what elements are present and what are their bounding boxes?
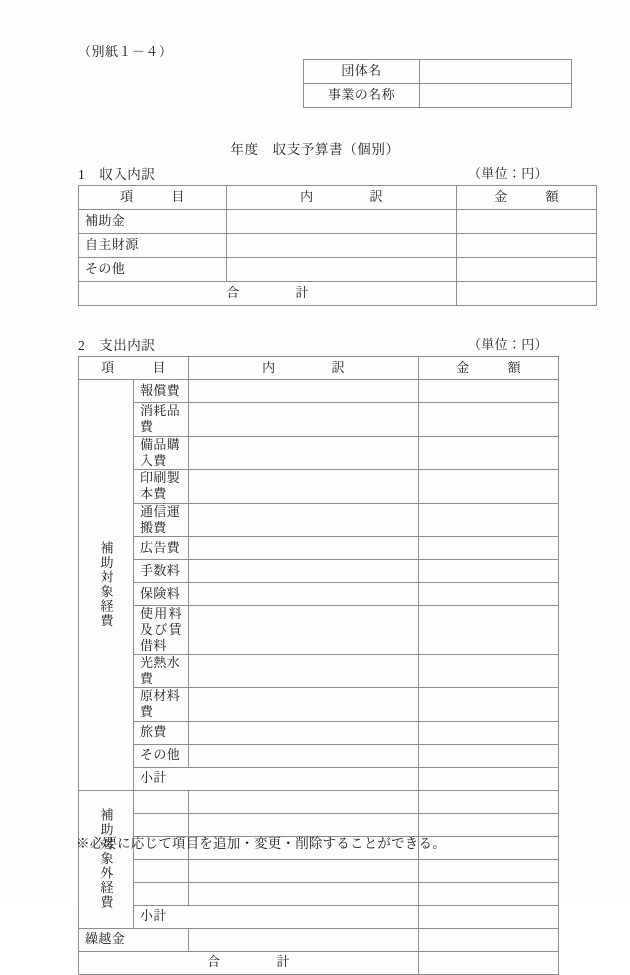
expense-sub-item-label-line2: 借料	[140, 637, 167, 653]
expense-sub-item-amount[interactable]	[419, 380, 559, 403]
expense-blank-item-label[interactable]	[134, 859, 189, 882]
expense-sub-item-label: 旅費	[134, 721, 189, 744]
non-subsidized-expense-group-label: 補助対象外経費	[79, 790, 134, 928]
expense-sub-item-amount[interactable]	[419, 688, 559, 722]
expense-sub-item-detail[interactable]	[189, 537, 419, 560]
expense-sub-item-label: 原材料費	[134, 688, 189, 722]
expense-total-amount[interactable]	[419, 951, 559, 974]
table-subtotal-row	[79, 767, 559, 790]
organization-info-table	[303, 59, 572, 108]
expense-sub-item-label: 報償費	[134, 380, 189, 403]
expense-sub-item-label: 通信運搬費	[134, 503, 189, 537]
organization-name-input[interactable]	[420, 60, 572, 84]
expense-unit-note: （単位：円）	[468, 337, 548, 352]
expense-blank-item-detail[interactable]	[189, 859, 419, 882]
expense-sub-item-detail[interactable]	[189, 403, 419, 437]
table-row	[79, 234, 597, 258]
expense-blank-item-amount[interactable]	[419, 790, 559, 813]
carryover-label: 繰越金	[79, 928, 189, 951]
table-row	[79, 470, 559, 504]
expense-header-item: 項 目	[79, 357, 189, 380]
project-name-label: 事業の名称	[304, 84, 420, 108]
table-row	[79, 859, 559, 882]
table-row	[79, 380, 559, 403]
expense-sub-item-label: 広告費	[134, 537, 189, 560]
carryover-detail[interactable]	[189, 928, 419, 951]
expense-section-number: 2	[78, 338, 86, 353]
expense-header-amount: 金 額	[419, 357, 559, 380]
table-row	[79, 744, 559, 767]
table-total-row	[79, 951, 559, 974]
income-section-number: 1	[78, 167, 86, 182]
expense-sub-item-label-line1: 使用料及び賃	[140, 606, 182, 637]
table-subtotal-row	[79, 905, 559, 928]
non-subsidized-subtotal-label: 小計	[134, 905, 419, 928]
expense-sub-item-detail[interactable]	[189, 560, 419, 583]
expense-sub-item-amount[interactable]	[419, 503, 559, 537]
expense-sub-item-amount[interactable]	[419, 654, 559, 688]
expense-section-label: 支出内訳	[99, 338, 156, 353]
subsidized-expense-group-label: 補助対象経費	[79, 380, 134, 791]
expense-sub-item-amount[interactable]	[419, 470, 559, 504]
expense-sub-item-detail[interactable]	[189, 688, 419, 722]
expense-sub-item-amount[interactable]	[419, 721, 559, 744]
table-row	[304, 84, 572, 108]
income-item-ownfunds-label: 自主財源	[79, 234, 227, 258]
expense-sub-item-label: 光熱水費	[134, 654, 189, 688]
table-total-row	[79, 282, 597, 306]
table-row	[79, 258, 597, 282]
income-item-other-amount[interactable]	[457, 258, 597, 282]
expense-sub-item-detail[interactable]	[189, 380, 419, 403]
expense-section-heading	[78, 334, 155, 354]
expense-blank-item-label[interactable]	[134, 882, 189, 905]
table-row	[79, 790, 559, 813]
expense-sub-item-label: 消耗品費	[134, 403, 189, 437]
expense-sub-item-label: 備品購入費	[134, 436, 189, 470]
table-row	[79, 654, 559, 688]
expense-sub-item-label	[134, 606, 189, 655]
table-row	[79, 503, 559, 537]
expense-header-detail: 内 訳	[189, 357, 419, 380]
table-row	[79, 560, 559, 583]
table-row	[79, 928, 559, 951]
table-row	[79, 721, 559, 744]
income-section-heading	[78, 163, 155, 183]
income-breakdown-table	[78, 185, 597, 306]
expense-breakdown-table	[78, 356, 559, 975]
income-header-item: 項 目	[79, 186, 227, 210]
expense-sub-item-detail[interactable]	[189, 436, 419, 470]
expense-blank-item-detail[interactable]	[189, 882, 419, 905]
table-row	[304, 60, 572, 84]
income-unit-note: （単位：円）	[468, 166, 548, 181]
expense-sub-item-amount[interactable]	[419, 537, 559, 560]
table-header-row	[79, 357, 559, 380]
table-row	[79, 403, 559, 437]
table-row	[79, 210, 597, 234]
footnote: ※必要に応じて項目を追加・変更・削除することができる。	[76, 836, 446, 851]
income-item-other-label: その他	[79, 258, 227, 282]
expense-sub-item-label: 保険料	[134, 583, 189, 606]
income-item-other-detail[interactable]	[227, 258, 457, 282]
non-subsidized-subtotal-amount[interactable]	[419, 905, 559, 928]
expense-sub-item-detail[interactable]	[189, 721, 419, 744]
expense-sub-item-detail[interactable]	[189, 654, 419, 688]
expense-sub-item-label: 印刷製本費	[134, 470, 189, 504]
expense-sub-item-detail[interactable]	[189, 503, 419, 537]
expense-sub-item-amount[interactable]	[419, 606, 559, 655]
expense-sub-item-amount[interactable]	[419, 560, 559, 583]
income-item-subsidy-amount[interactable]	[457, 210, 597, 234]
subsidized-subtotal-label: 小計	[134, 767, 419, 790]
organization-name-label: 団体名	[304, 60, 420, 84]
income-header-detail: 内 訳	[227, 186, 457, 210]
table-row	[79, 537, 559, 560]
carryover-amount[interactable]	[419, 928, 559, 951]
table-row	[79, 606, 559, 655]
expense-sub-item-detail[interactable]	[189, 470, 419, 504]
expense-sub-item-label: 手数料	[134, 560, 189, 583]
income-item-ownfunds-detail[interactable]	[227, 234, 457, 258]
table-header-row	[79, 186, 597, 210]
expense-sub-item-amount[interactable]	[419, 744, 559, 767]
expense-sub-item-detail[interactable]	[189, 583, 419, 606]
income-header-amount: 金 額	[457, 186, 597, 210]
expense-blank-item-detail[interactable]	[189, 790, 419, 813]
expense-sub-item-label: その他	[134, 744, 189, 767]
income-total-amount[interactable]	[457, 282, 597, 306]
expense-sub-item-detail[interactable]	[189, 744, 419, 767]
expense-blank-item-amount[interactable]	[419, 882, 559, 905]
expense-sub-item-amount[interactable]	[419, 403, 559, 437]
expense-sub-item-amount[interactable]	[419, 436, 559, 470]
income-item-subsidy-label: 補助金	[79, 210, 227, 234]
table-row	[79, 882, 559, 905]
income-item-ownfunds-amount[interactable]	[457, 234, 597, 258]
income-section-label: 収入内訳	[99, 167, 156, 182]
expense-sub-item-amount[interactable]	[419, 583, 559, 606]
table-row	[79, 583, 559, 606]
expense-total-label: 合 計	[79, 951, 419, 974]
document-reference: （別紙１－４）	[78, 44, 173, 59]
income-item-subsidy-detail[interactable]	[227, 210, 457, 234]
project-name-input[interactable]	[420, 84, 572, 108]
page-title: 年度 収支予算書（個別）	[230, 142, 400, 157]
subsidized-subtotal-amount[interactable]	[419, 767, 559, 790]
expense-blank-item-label[interactable]	[134, 790, 189, 813]
table-row	[79, 688, 559, 722]
expense-blank-item-amount[interactable]	[419, 859, 559, 882]
expense-sub-item-detail[interactable]	[189, 606, 419, 655]
table-row	[79, 436, 559, 470]
income-total-label: 合 計	[79, 282, 457, 306]
